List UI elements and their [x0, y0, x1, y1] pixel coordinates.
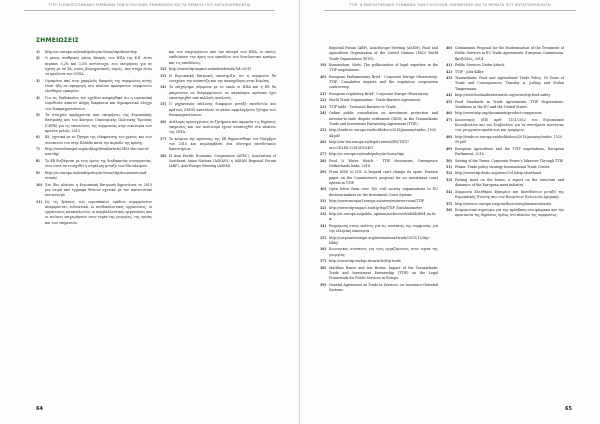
note-number: 49)	[446, 146, 453, 151]
page-number: 65	[565, 406, 572, 412]
note-text: http://www.ttip-impact.eu/ttip-ttip/TTIP_Eurobarometer	[329, 205, 423, 210]
note-number: 31)	[320, 199, 327, 204]
note-text: European regulatory Brief - Corporate Europe Observatory.	[329, 91, 429, 96]
note-text: Ορισμένοι από τους χαμηλούς δασμούς της συμφωνίας αυτής είναι ήδη σε εφαρμογή στο πλαίσιο πρόσφατων συμφωνιών ελεύθερου εμπορίου.	[45, 78, 152, 94]
note-entry	[36, 159, 152, 170]
note-text: http://ec.europa.eu/public_opinion/archives/eb/eb84/eb84_en.htm	[329, 212, 436, 222]
note-text: http://ec.europa.eu/trade/policy/in-focus/ttip/about-ttip	[45, 50, 137, 54]
note-text: Transatlantic Food and Agricultural Trade Policy, 50 Years of Trade and Consequences, Timothy A. Josling and Stefan Tangermann.	[455, 76, 564, 91]
note-number: 8)	[36, 158, 40, 163]
note-entry	[446, 46, 564, 62]
note-entry	[160, 137, 276, 153]
note-text: Ως τις δράσεις των ευρωπαϊκών ομάδων συμφερόντων αναφέρονται, ενδεικτικά, οι συνδικαλιστικές οργανώσεις, οι οργανώσεις καταναλωτών, οι περιβαλλοντικές οργανώσεις και οι ενώσεις επιχειρήσεων στον τομέα της γεωργίας, της υγείας και των υπηρεσιών.	[45, 199, 152, 225]
note-text: General Agreement on Trade in Services: on Insurance-Oriented Systems.	[329, 282, 438, 293]
note-text: Το ΕΕ διεξάγεται με τους όρους της διαδικασίας συνεργασίας, έτσι ώστε να ενισχυθεί η σύγκλιση μεταξύ των δύο πλευρών.	[45, 158, 152, 169]
note-number: 45)	[446, 99, 453, 104]
note-entry	[36, 113, 152, 134]
note-entry	[446, 63, 564, 68]
note-number: 37)	[320, 259, 327, 264]
note-text: Matthias Bauer and Iris Brown: Impact of the Transatlantic Trade and Investment Partnership (TTIP) on the Legal Framework for Public Services in Europe.	[329, 265, 438, 281]
note-text: Ptüxis: Trade policy strategy International Trade Center.	[455, 165, 551, 169]
note-text: Κοινωνικές συνέπειες για τους εργαζόμενους στον τομέα της γεωργίας.	[329, 247, 438, 257]
note-entry	[320, 266, 438, 282]
note-entry	[36, 135, 152, 146]
note-entry	[36, 147, 152, 158]
note-text: Ανάλογες προσεγγίσεις σε ζητήματα που αφορούν τις δημόσιες υπηρεσίες και τον πολιτισμό έχουν αναπτυχθεί στο πλαίσιο της CETA.	[169, 119, 276, 135]
note-text: http://trade.ec.europa.eu/doclib/docs/2015/january/tradoc_152999.pdf	[455, 134, 563, 145]
note-text: http://www.europarl.europa.eu/news/en/news-room/TTIP	[329, 199, 425, 204]
header-rule	[324, 10, 576, 11]
note-entry	[446, 76, 564, 92]
note-number: 19)	[320, 63, 327, 68]
note-entry	[160, 120, 276, 136]
note-number: 20)	[320, 74, 327, 79]
note-text: Setting of the Terms: Corporate Power's Takeover Through TTIP.	[455, 158, 564, 163]
note-number: 38)	[320, 265, 327, 270]
note-number: 18)	[160, 153, 167, 158]
note-entry	[36, 200, 152, 226]
note-text: From ISDS to ICS: A leopard can't change its spots. Position paper on the Commission's proposal for an investment court system in TTIP.	[329, 170, 438, 185]
note-text: Η Asia Pacific Economic Cooperation (APEC), Association of Southeast Asian Nations (ASEAN), η ASEAN Regional Forum (ARF), Asia-Europe Meeting (ASEM).	[169, 153, 276, 169]
note-number: 15)	[160, 102, 167, 107]
note-text: Το κείμενο της πρότασης της ΕΕ δημοσιεύθηκε τον Νοέμβριο του 2015 και περιλαμβάνει ένα σύστημα επενδυτικών δικαστηρίων.	[169, 136, 276, 152]
note-entry	[320, 236, 438, 247]
note-text: Open letter from over 100 civil society organisations to EU decision-makers on the Investment Court System.	[329, 187, 438, 197]
note-number: 39)	[320, 282, 327, 287]
note-text: TTIP - Jobs Killer.	[455, 69, 485, 74]
note-text: Στο ίδιο πλαίσιο η Ευρωπαϊκή Επιτροπή δημοσίευσε το 2015 μια σειρά από έγγραφα θέσεων σχετικά με τον κανονιστικό συντονισμό.	[45, 182, 152, 198]
note-text: http://trade.ec.europa.eu/doclib/docs/2015/january/tradoc_153044.pdf	[329, 128, 437, 138]
note-number: 35)	[320, 235, 327, 240]
note-number: 16)	[160, 119, 167, 124]
note-number: 30)	[320, 187, 327, 192]
note-number: 29)	[320, 170, 327, 175]
note-number: 1)	[36, 50, 40, 54]
note-number: 36)	[320, 247, 327, 252]
note-text: Βλ. σχετικά με το ζήτημα της ελάφρυνσης του χρέους και των συνεπειών του στην Ελλάδα κατά την περίοδο της κρίσης.	[45, 135, 152, 145]
note-text: Public Services Under Attack.	[455, 63, 506, 68]
note-number: 25)	[320, 128, 327, 133]
note-number: 43)	[446, 76, 453, 81]
notes-column-1	[320, 46, 438, 400]
note-number: 13)	[160, 73, 167, 78]
note-number: 48)	[446, 134, 453, 139]
note-number: 3)	[36, 78, 40, 83]
note-number: 17)	[160, 136, 167, 141]
note-entry	[446, 111, 564, 116]
note-number: 40)	[446, 46, 453, 50]
note-entry	[446, 165, 564, 170]
note-text: http://www.foodandwaterwatch.org/news/ttip-food-safety	[455, 93, 551, 98]
note-number: 4)	[36, 95, 40, 100]
note-entry	[320, 98, 438, 103]
note-entry	[36, 171, 152, 182]
note-entry	[320, 63, 438, 74]
note-entry	[320, 224, 438, 235]
note-text: Συμφωνία Ελεύθερου Εμπορίου και Επενδύσεων μεταξύ της Ευρωπαϊκής Ένωσης και των Ηνωμένων Πολιτειών Αμερικής.	[455, 189, 564, 200]
note-entry	[446, 93, 564, 98]
note-entry	[160, 154, 276, 170]
note-number: 41)	[446, 63, 453, 68]
note-entry	[446, 208, 564, 219]
note-number: 11)	[36, 199, 43, 204]
note-entry	[320, 152, 438, 157]
note-text: http://www.ttip-eurhqs.de/article/ttip-trade	[329, 259, 401, 264]
note-entry	[446, 159, 564, 164]
note-entry	[36, 96, 152, 112]
right-page	[300, 0, 600, 424]
note-number: 6)	[36, 135, 40, 140]
note-entry	[320, 259, 438, 264]
note-entry	[446, 178, 564, 189]
section-title: ΣΗΜΕΙΩΣΕΙΣ	[36, 37, 80, 44]
note-number: 54)	[446, 189, 453, 194]
note-entry	[446, 147, 564, 158]
note-entry	[446, 190, 564, 201]
note-text: http://corporateeurope.org/international-trade/2015/12/ttip-lobby	[329, 235, 430, 245]
note-number: 56)	[446, 208, 453, 213]
note-text: http://www.ttip-deals.org/news/2016/ttip-shorthand	[455, 171, 542, 176]
note-entry	[446, 171, 564, 176]
note-number: 52)	[446, 171, 453, 176]
note-entry	[320, 199, 438, 204]
note-number: 50)	[446, 158, 453, 163]
note-text: http://www.iatp.org/documents/product-comparison	[455, 111, 542, 116]
note-text: http://eur-lex.europa.eu/legal-content/EN/TXT/?uri=CELEX:52015DC0497	[329, 140, 409, 150]
note-text: Τα στοιχεία προέρχονται από εκτιμήσεις της Ευρωπαϊκής Επιτροπής και του Κέντρου Οικονομικής Πολιτικής Έρευνας (CEPR) για τις επιπτώσεις της συμφωνίας στην οικονομία των κρατών μελών, 2013.	[45, 113, 152, 133]
note-text: Το επιχείρημα σύμφωνα με το οποίο οι ΗΠΑ και η ΕΕ θα μπορούσαν να διαμορφώσουν τα παγκόσμια πρότυπα έχει υποστηριχθεί από πολλούς αναλυτές.	[169, 85, 276, 100]
note-text: World Trade Organization - Trade Barriers Agreement.	[329, 98, 421, 103]
note-entry	[320, 206, 438, 211]
note-text: Commission Proposal for the Modernisation of the Treatment of Public Services in EU Trade Agreements. European Commission, Βρυξέλλες, 2014.	[455, 46, 564, 61]
notes-column-2	[160, 50, 276, 400]
note-entry	[320, 128, 438, 139]
note-number: 33)	[320, 212, 327, 217]
note-entry	[160, 85, 276, 101]
note-entry	[320, 92, 438, 97]
notes-column-1	[36, 50, 152, 400]
note-number: 34)	[320, 223, 327, 228]
running-head: ΤΤΙΡ: Η ΕΝΕΠΙΣΤΗΜΙΑΚΗ ΣΥΜΦΩΝΙΑ ΤΩΝ ΕΞΕΛΙΞΕΩΝ, ΕΝΗΜΕΡΩΣΗ ΚΑΙ ΤΑ ΘΕΜΑΤΑ ΠΟΥ ΑΝΤΑΠΟΚΡΙΝΟΝΤΑΙ	[48, 3, 251, 7]
note-entry	[160, 50, 276, 66]
note-text: Η Ευρωπαϊκή Επιτροπή υποστηρίζει ότι η συμφωνία θα ενισχύσει την ανάπτυξη και την απασχόληση στην Ευρώπη.	[169, 73, 276, 83]
note-number: 32)	[320, 205, 327, 210]
note-number: 23)	[320, 104, 327, 109]
note-number: 28)	[320, 158, 327, 163]
note-number: 27)	[320, 152, 327, 157]
note-entry	[446, 70, 564, 75]
note-text: Food Standards in Trade Agreements. TTIP Negotiations: Traditions in the EU and the United States.	[455, 99, 564, 109]
note-entry	[320, 212, 438, 223]
note-number: 26)	[320, 140, 327, 145]
note-text: European Parliamentary Brief - Corporate Europe Observatory: TTIP: Cumulative impacts and the regulatory cooperation controversy.	[329, 74, 438, 90]
page-number: 64	[36, 406, 43, 412]
notes-columns	[320, 46, 572, 400]
note-number: 12)	[160, 67, 167, 72]
note-number: 14)	[160, 85, 167, 90]
note-entry	[446, 118, 564, 134]
note-entry	[320, 140, 438, 151]
note-text: http://www.ec.europa.eu/growth/sectors/pharmaceuticals	[455, 201, 552, 206]
note-entry	[446, 100, 564, 111]
note-number: 10)	[36, 182, 43, 187]
note-entry	[320, 159, 438, 170]
note-text: Ο μηχανισμός επίλυσης διαφορών μεταξύ επενδυτών και κράτους (ISDS) αποτέλεσε το πλέον αμφιλεγόμενο ζήτημα των διαπραγματεύσεων.	[169, 102, 276, 118]
note-entry	[36, 183, 152, 199]
note-text: και των επιχειρήσεων από την πλευρά των ΗΠΑ, οι οποίες επιδιώκουν την άρση των εμποδίων στο διατλαντικό εμπόριο και τις επενδύσεις.	[169, 50, 276, 65]
note-number: 46)	[446, 111, 453, 116]
note-text: http://ec.europa.eu/trade/policy/in-focus/ttip/	[329, 152, 405, 157]
note-entry	[36, 79, 152, 95]
note-number: 24)	[320, 111, 327, 116]
note-number: 5)	[36, 113, 40, 118]
header-rule	[24, 10, 275, 11]
note-number: 55)	[446, 201, 453, 206]
note-entry	[320, 105, 438, 110]
note-entry	[36, 50, 152, 55]
notes-column-2	[446, 46, 564, 400]
note-entry	[36, 56, 152, 77]
note-number: 21)	[320, 91, 327, 96]
note-number: 2)	[36, 56, 40, 61]
note-entry	[446, 135, 564, 146]
note-entry	[160, 102, 276, 118]
note-number: 53)	[446, 177, 453, 182]
notes-columns	[36, 50, 279, 400]
note-entry	[320, 187, 438, 198]
note-number: 51)	[446, 165, 453, 169]
note-number: 7)	[36, 147, 40, 152]
note-text: http://www.bruegel.org/nc/blog/detail/article/1493-the-cost-of-non-ttip/	[45, 147, 150, 157]
note-text: TTIP table - Technical Barriers to Trade.	[329, 104, 397, 109]
note-entry	[320, 283, 438, 294]
note-text: Για τις διαδικασίες του σχεδίου αναφέρθηκε ότι η ευρωπαϊκή νομοθεσία απαιτεί πλήρη διαφάνεια και δημοκρατικό έλεγχο των διαπραγματεύσεων.	[45, 95, 152, 111]
note-entry	[320, 170, 438, 186]
note-text: Ο μέσος σταθμικός μέσος δασμός των ΗΠΑ της Ε.Ε. είναι περίπου 5,2% και 3,5% αντίστοιχα, ενώ εκτιμήσεις για σε σχέση με τα ΤΑ, στους βιομηχανικούς τομείς, που στόχο είναι τα προϊόντα του ΟΟΣΑ.	[45, 56, 152, 77]
note-number: 22)	[320, 98, 327, 103]
note-number: 44)	[446, 93, 453, 98]
running-head: ΤΤΙΡ: Η ΕΝΕΠΙΣΤΗΜΙΑΚΗ ΣΥΜΦΩΝΙΑ ΤΩΝ ΕΞΕΛΙΞΕΩΝ, ΕΝΗΜΕΡΩΣΗ ΚΑΙ ΤΑ ΘΕΜΑΤΑ ΠΟΥ ΑΝΤΑΠΟΚΡΙΝΟΝΤΑΙ	[349, 3, 551, 7]
note-number: 42)	[446, 69, 453, 74]
note-entry	[160, 74, 276, 85]
note-text: http://ec.europa.eu/trade/policy/in-focus/ttip/documents-and-events/	[45, 170, 147, 181]
note-text: Κανονισμός (ΕΕ) αριθ. 1151/2012 του Ευρωπαϊκού Κοινοβουλίου και του Συμβουλίου για τα συστήματα ποιότητας των γεωργικών προϊόντων και τροφίμων.	[455, 117, 564, 133]
note-number: 9)	[36, 170, 40, 175]
note-text: Food & Water Watch - TTIP documents, Greenpeace Netherlands leaks, 2016.	[329, 158, 438, 168]
note-text: Putting meat on the bones, a report on the structure and dynamics of the European meat industry.	[455, 177, 564, 188]
note-entry	[160, 67, 276, 72]
note-text: Ενημέρωση στους πολίτες για τις συνέπειες της συμφωνίας για την ελληνική οικονομία.	[329, 223, 438, 234]
note-text: Regional Forum (ARF), Asia-Europe Meeting (ASEM), Food and Agriculture Organization of the United Nations (FAO) World Trade Organization (WTO).	[329, 46, 438, 61]
note-text: http://www.ttip-impact.eu/index/details/?id=0015	[169, 67, 252, 72]
note-entry	[320, 111, 438, 127]
note-text: Kommodore, Niels: The politicization of legal expertise in the TTIP negotiations.	[329, 63, 438, 73]
note-entry	[320, 247, 438, 258]
note-entry	[320, 46, 438, 62]
note-text: European Agriculture and the TTIP negotiations, European Parliament, 2016.	[455, 146, 564, 157]
note-entry	[320, 75, 438, 91]
note-text: Ενημερωτικό σημείωμα για την πρόσβαση στα φάρμακα και την προστασία της δημόσιας υγείας στο πλαίσιο της συμφωνίας.	[455, 208, 564, 218]
note-number: 47)	[446, 117, 453, 122]
note-text: Online public consultation on investment protection and investor-to-state dispute settlement (ISDS) in the Transatlantic Trade and Investment Partnership Agreement (TTIP).	[329, 111, 438, 126]
note-entry	[446, 202, 564, 207]
